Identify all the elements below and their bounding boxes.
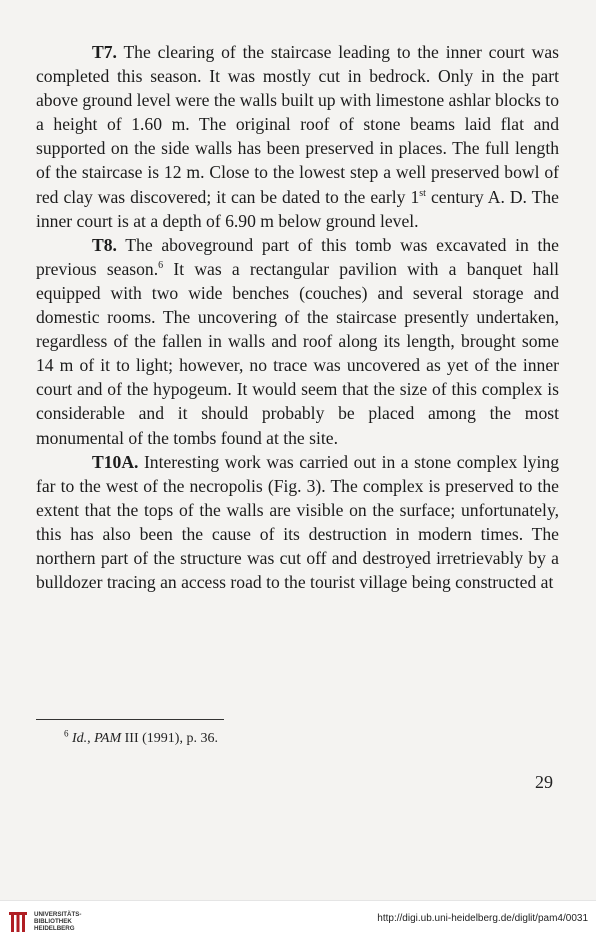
superscript: st	[419, 187, 426, 199]
footnote-mark: 6	[64, 728, 69, 739]
paragraph-t7	[36, 40, 559, 233]
footnote-divider	[36, 719, 224, 720]
body-text	[36, 40, 559, 594]
paragraph-text: The clearing of the staircase leading to the inner court was completed this season. It was mostly cut in bedrock. Only in the part above ground level were the walls built up with limestone ashlar blocks to a height of 1.60 m. The original roof of stone beams laid flat and supported on the side walls has been preserved in places. The full length of the staircase is 12 m. Close to the lowest step a well preserved bowl of red clay was discovered; it can be dated to the early 1	[36, 42, 559, 207]
library-logo-icon	[8, 909, 28, 935]
footnote-reference: 6	[158, 259, 164, 271]
paragraph-label: T8.	[92, 234, 117, 255]
page-number: 29	[535, 772, 553, 792]
paragraph-text: The aboveground part of this tomb was excavated in the previous season.	[36, 234, 559, 279]
footnote-ref: Id.	[72, 731, 88, 746]
library-name	[34, 911, 81, 932]
paragraph-text: Interesting work was carried out in a stone complex lying far to the west of the necropolis (Fig. 3). The complex is preserved to the extent that the tops of the walls are visible on the surface; unfortunately, this has also been the cause of its destruction in modern times. The northern part of the structure was cut off and destroyed irretrievably by a bulldozer tracing an access road to the tourist village being constructed at	[36, 451, 559, 593]
paragraph-t8	[36, 233, 559, 450]
paragraph-text-after: It was a rectangular pavilion with a banquet hall equipped with two wide benches (couches) and several storage and domestic rooms. The uncovering of the staircase presently undertaken, regardless of the fallen in walls and roof along its length, brought some 14 m of it to light; however, no trace was uncovered as yet of the inner court and of the hypogeum. It would seem that the size of this complex is considerable and it should probably be placed among the most monumental of the tombs found at the site.	[36, 258, 559, 448]
library-line: BIBLIOTHEK	[34, 918, 72, 925]
library-line: HEIDELBERG	[34, 925, 75, 932]
paragraph-label: T10A.	[92, 451, 139, 472]
paragraph-t10a	[36, 450, 559, 595]
viewer-footer	[0, 900, 596, 948]
footnote-journal: PAM	[94, 731, 122, 746]
paragraph-text-after: century A. D. The inner court is at a depth of 6.90 m below ground level.	[36, 186, 559, 231]
footnote: $^6$ Id., PAM III (1991), p. 36.	[64, 728, 218, 746]
source-url-link[interactable]: http://digi.ub.uni-heidelberg.de/diglit/pam4/0031	[377, 913, 588, 924]
library-line: UNIVERSITÄTS-	[34, 911, 82, 918]
footnote-rest: III (1991), p. 36.	[121, 731, 218, 746]
paragraph-label: T7.	[92, 42, 117, 62]
